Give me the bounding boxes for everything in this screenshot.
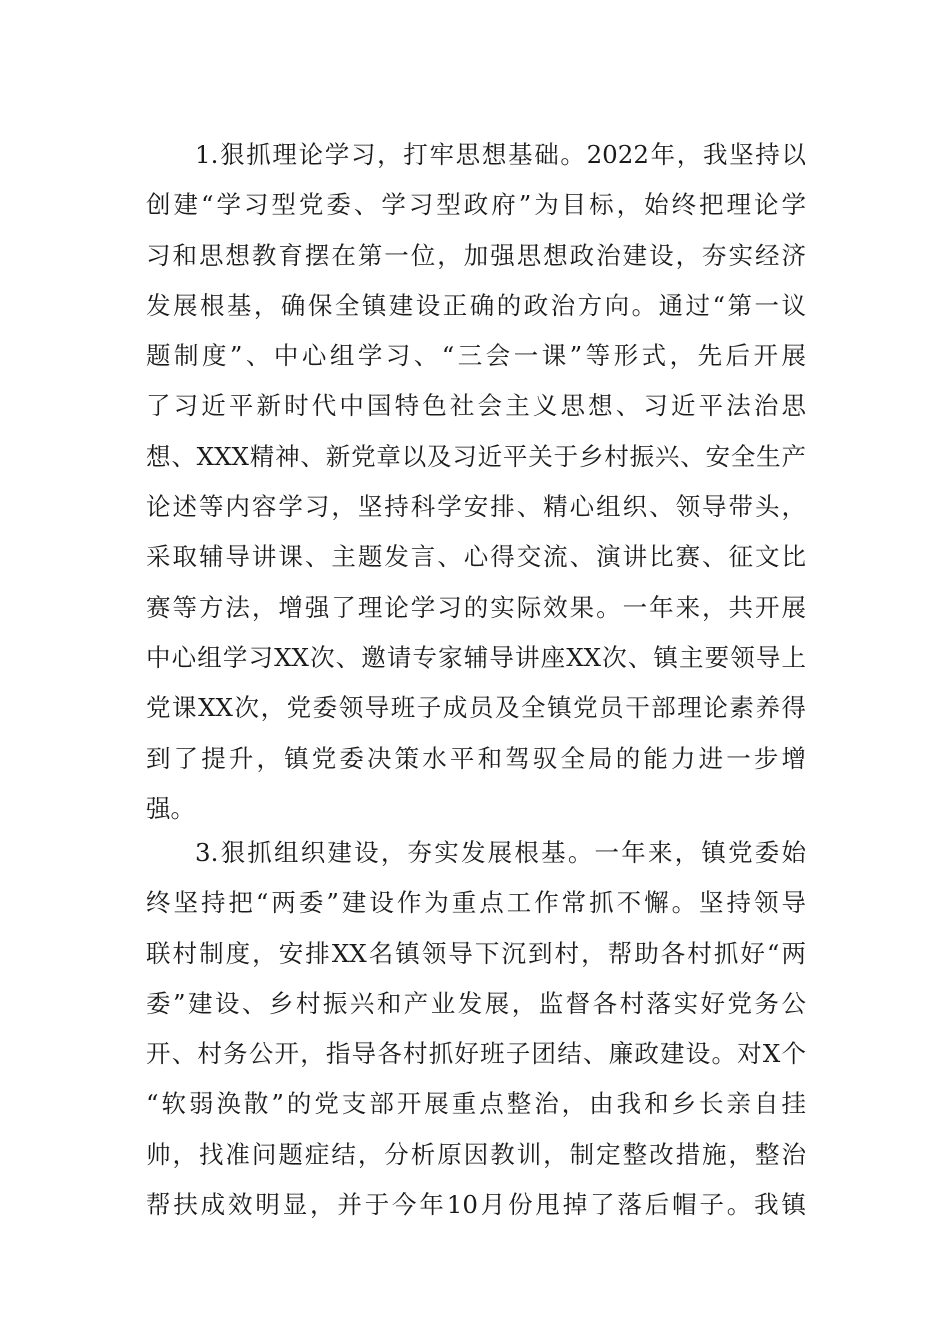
text-line: 中心组学习XX次、邀请专家辅导讲座XX次、镇主要领导上 bbox=[146, 642, 806, 672]
text-line: 1.狠抓理论学习，打牢思想基础。2022年，我坚持以 bbox=[195, 140, 806, 169]
text-line: 发展根基，确保全镇建设正确的政治方向。通过“第一议 bbox=[146, 290, 806, 320]
text-line: 帮扶成效明显，并于今年10月份甩掉了落后帽子。我镇 bbox=[146, 1190, 806, 1220]
text-line: 题制度”、中心组学习、“三会一课”等形式，先后开展 bbox=[146, 341, 806, 371]
paragraph-theory-study bbox=[146, 130, 806, 834]
text-line: 帅，找准问题症结，分析原因教训，制定整改措施，整治 bbox=[146, 1139, 806, 1169]
text-line: 了习近平新时代中国特色社会主义思想、习近平法治思 bbox=[146, 391, 806, 421]
text-line: 委”建设、乡村振兴和产业发展，监督各村落实好党务公 bbox=[146, 988, 806, 1018]
text-line: 创建“学习型党委、学习型政府”为目标，始终把理论学 bbox=[146, 190, 806, 220]
text-line: 终坚持把“两委”建设作为重点工作常抓不懈。坚持领导 bbox=[146, 888, 806, 918]
text-line: 开、村务公开，指导各村抓好班子团结、廉政建设。对X个 bbox=[146, 1039, 806, 1069]
text-line: 采取辅导讲课、主题发言、心得交流、演讲比赛、征文比 bbox=[146, 542, 806, 572]
text-line: 赛等方法，增强了理论学习的实际效果。一年来，共开展 bbox=[146, 592, 806, 622]
paragraph-organization-building bbox=[146, 828, 806, 1230]
text-line: 党课XX次，党委领导班子成员及全镇党员干部理论素养得 bbox=[146, 693, 806, 723]
text-line: 到了提升，镇党委决策水平和驾驭全局的能力进一步增 bbox=[146, 743, 806, 773]
text-line: 想、XXX精神、新党章以及习近平关于乡村振兴、安全生产 bbox=[146, 441, 806, 471]
text-line: 习和思想教育摆在第一位，加强思想政治建设，夯实经济 bbox=[146, 240, 806, 270]
text-line: 论述等内容学习，坚持科学安排、精心组织、领导带头， bbox=[146, 492, 806, 522]
text-line: 联村制度，安排XX名镇领导下沉到村，帮助各村抓好“两 bbox=[146, 938, 806, 968]
text-line: “软弱涣散”的党支部开展重点整治，由我和乡长亲自挂 bbox=[146, 1089, 806, 1119]
text-line: 强。 bbox=[146, 793, 195, 823]
text-line: 3.狠抓组织建设，夯实发展根基。一年来，镇党委始 bbox=[195, 838, 806, 867]
